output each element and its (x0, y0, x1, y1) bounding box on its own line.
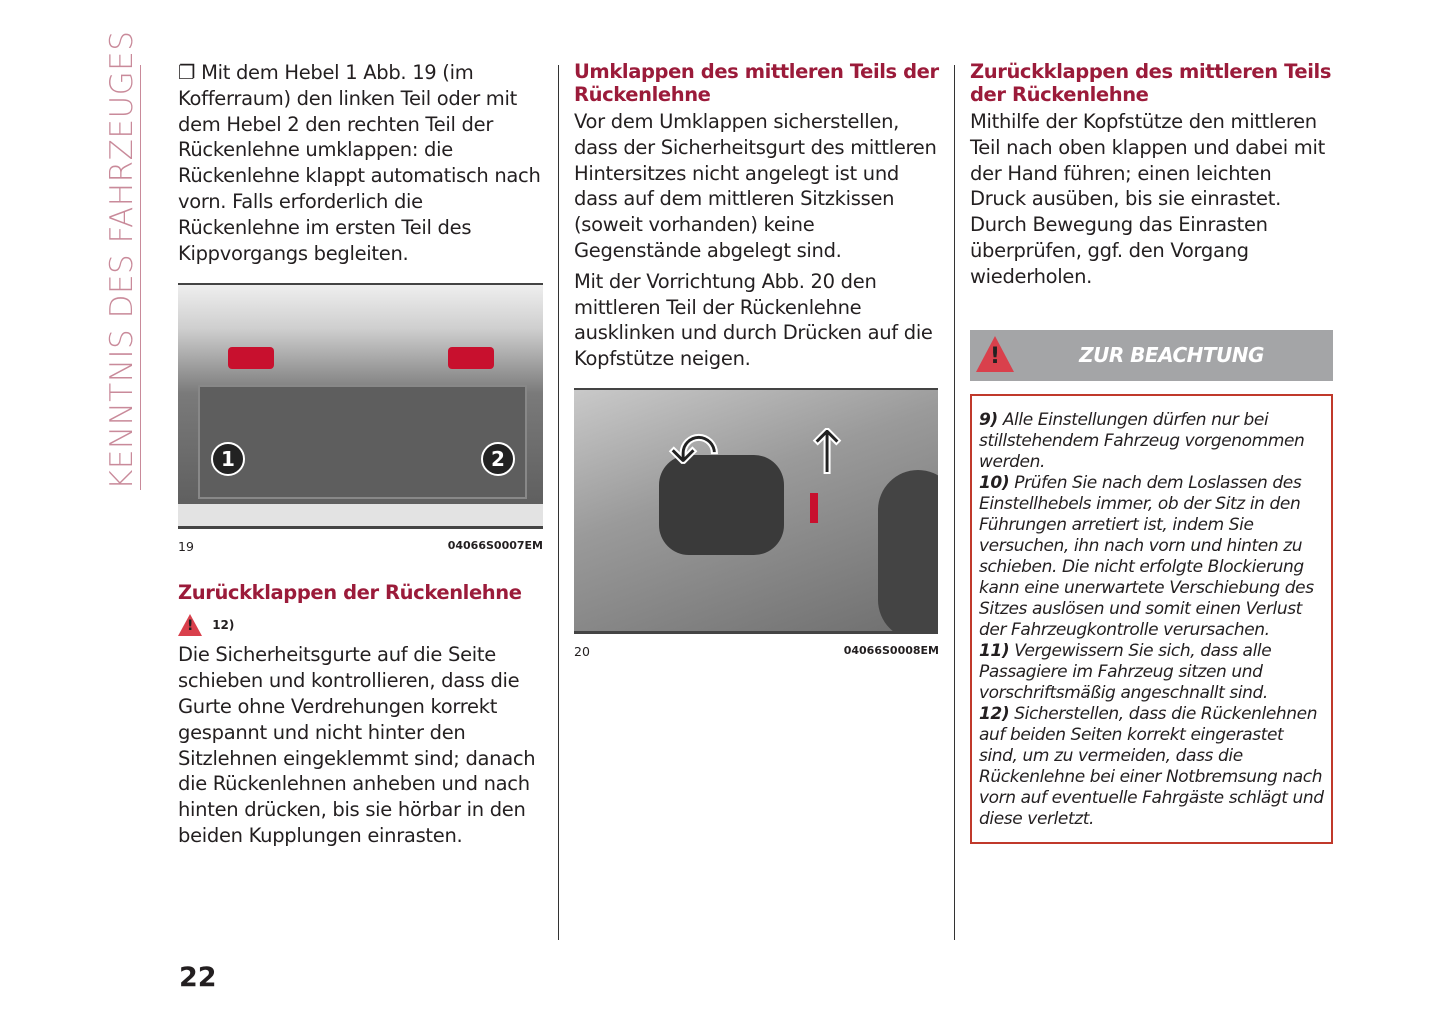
warning-item-number: 10) (979, 472, 1010, 493)
figure-20-caption (574, 644, 939, 659)
section-sidebar-title: KENNTNIS DES FAHRZEUGES (104, 30, 140, 490)
figure-19-caption (178, 539, 543, 554)
page-number: 22 (179, 962, 217, 993)
intro-paragraph (178, 60, 543, 266)
warning-item (979, 704, 1325, 830)
warning-item-text: Alle Einstellungen dürfen nur bei stillstehendem Fahrzeug vorgenommen werden. (979, 409, 1305, 472)
warning-item (979, 410, 1325, 473)
release-lever-highlight (810, 493, 818, 523)
callout-1: 1 (211, 442, 245, 476)
figure-19-image (178, 283, 543, 529)
warning-title: ZUR BEACHTUNG (1079, 343, 1264, 368)
section-heading: Umklappen des mittleren Teils der Rückenlehne (574, 60, 939, 106)
checkbox-icon: ❐ (178, 61, 196, 84)
up-arrow-icon: ↑ (802, 417, 853, 488)
warning-icon: ! (976, 336, 1014, 372)
warning-item-text: Vergewissern Sie sich, dass alle Passagiere im Fahrzeug sitzen und vorschriftsmäßig angeschnallt sind. (979, 640, 1272, 703)
figure-code: 04066S0008EM (843, 643, 939, 657)
warning-item-text: Sicherstellen, dass die Rückenlehnen auf beiden Seiten korrekt eingerastet sind, um zu vermeiden, dass die Rückenlehne bei einer Notbremsung nach vorn auf eventuelle Fahrgäste schlägt und diese verletzt. (979, 703, 1324, 829)
intro-text: Mit dem Hebel 1 Abb. 19 (im Kofferraum) den linken Teil oder mit dem Hebel 2 den rechten Teil der Rückenlehne umklappen: die Rückenlehne klappt automatisch nach vorn. Falls erforderlich die Rückenlehne im ersten Teil des Kippvorgangs begleiten. (178, 61, 541, 265)
warning-item-number: 12) (979, 703, 1010, 724)
warning-list (970, 394, 1333, 844)
figure-20-image (574, 388, 938, 634)
warning-icon: ! (178, 614, 202, 636)
section-heading: Zurückklappen der Rückenlehne (178, 581, 522, 605)
warning-ref-number: 12) (212, 617, 235, 632)
seat-shape (878, 470, 938, 634)
figure-number: 20 (574, 643, 590, 659)
lever-2-highlight (448, 347, 494, 369)
body-paragraph: Mithilfe der Kopfstütze den mittleren Teil nach oben klappen und dabei mit der Hand führen; einen leichten Druck ausüben, bis sie einrastet. Durch Bewegung das Einrasten überprüfen, ggf. den Vorgang wiederholen. (970, 110, 1325, 288)
rotate-arrow-icon: ↶ (669, 419, 720, 490)
warning-header (970, 330, 1333, 381)
warning-item (979, 473, 1325, 641)
sidebar-divider (140, 65, 141, 490)
warning-section (970, 330, 1333, 844)
warning-item-number: 11) (979, 640, 1010, 661)
body-paragraph: Die Sicherheitsgurte auf die Seite schieben und kontrollieren, dass die Gurte ohne Verdrehungen korrekt gespannt und nicht hinter den Sitzlehnen eingeklemmt sind; danach die Rückenlehnen anheben und nach hinten drücken, bis sie hörbar in den beiden Kupplungen einrasten. (178, 643, 536, 847)
figure-code: 04066S0007EM (447, 539, 543, 553)
figure-number: 19 (178, 539, 194, 555)
seatback-shape (198, 385, 527, 499)
column-divider (558, 65, 559, 940)
column-3 (970, 60, 1333, 844)
column-1 (178, 60, 543, 849)
warning-item-number: 9) (979, 409, 998, 430)
warning-reference (178, 614, 543, 636)
lever-1-highlight (228, 347, 274, 369)
warning-item (979, 641, 1325, 704)
column-2 (574, 60, 939, 659)
body-paragraph: Mit der Vorrichtung Abb. 20 den mittleren Teil der Rückenlehne ausklinken und durch Drücken auf die Kopfstütze neigen. (574, 269, 933, 371)
callout-2: 2 (481, 442, 515, 476)
column-divider (954, 65, 955, 940)
bumper-shape (178, 504, 543, 526)
warning-item-text: Prüfen Sie nach dem Loslassen des Einstellhebels immer, ob der Sitz in den Führungen arretiert ist, indem Sie versuchen, ihn nach vorn und hinten zu schieben. Die nicht erfolgte Blockierung kann eine unerwartete Verschiebung des Sitzes auslösen und somit einen Verlust der Fahrzeugkontrolle verursachen. (979, 472, 1314, 640)
body-paragraph: Vor dem Umklappen sicherstellen, dass der Sicherheitsgurt des mittleren Hintersitzes nicht angelegt ist und dass auf dem mittleren Sitzkissen (soweit vorhanden) keine Gegenstände abgelegt sind. (574, 110, 937, 262)
section-heading: Zurückklappen des mittleren Teils der Rückenlehne (970, 60, 1332, 106)
